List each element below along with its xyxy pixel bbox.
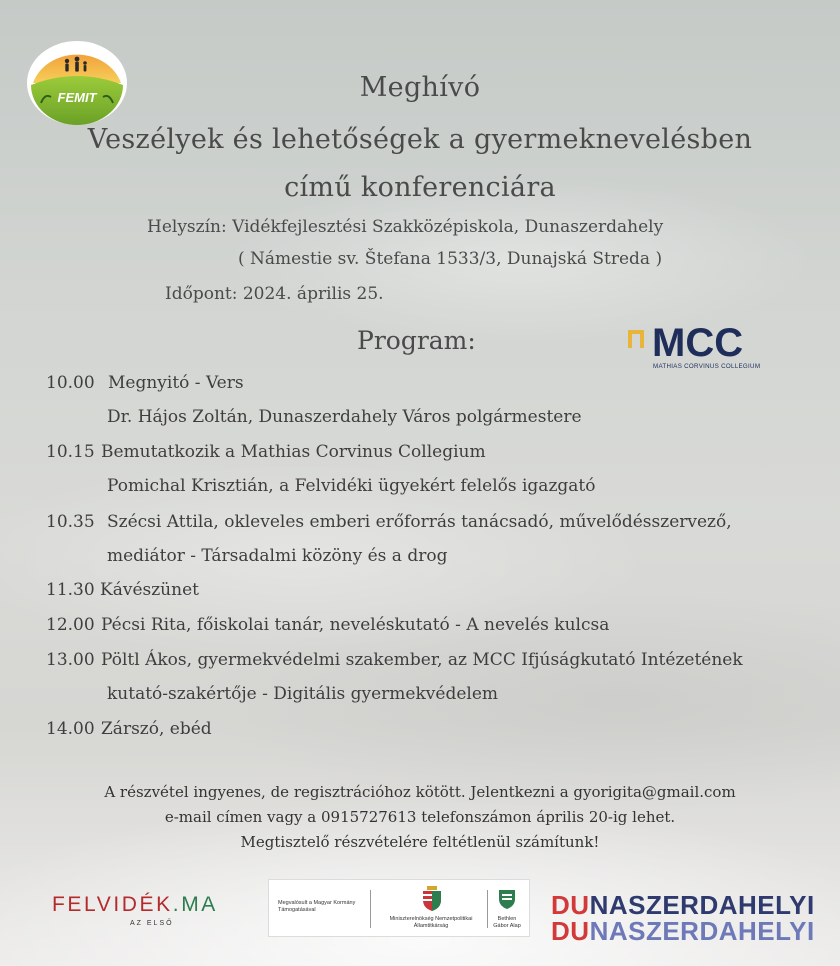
- government-sponsor-logo: [268, 879, 530, 937]
- conference-title: Veszélyek és lehetőségek a gyermeknevelésben: [87, 124, 753, 155]
- program-item-text: Kávészünet: [100, 580, 199, 600]
- gov-ministry-text: Miniszterelnökség Nemzetpolitikai Államtitkárság: [389, 916, 473, 929]
- bethlen-fund-text: Bethlen Gábor Alap: [493, 916, 521, 929]
- program-item-time: 13.00: [46, 650, 95, 670]
- divider: [487, 890, 488, 928]
- program-item-detail: Dr. Hájos Zoltán, Dunaszerdahely Város polgármestere: [107, 407, 582, 427]
- program-title: Program:: [357, 326, 476, 355]
- program-item-text: Bemutatkozik a Mathias Corvinus Collegium: [101, 442, 486, 462]
- program-item-time: 10.15: [46, 442, 95, 462]
- program-item-time: 10.00: [46, 373, 95, 393]
- venue-location: Helyszín: Vidékfejlesztési Szakközépiskola, Dunaszerdahely: [147, 217, 664, 237]
- felvidek-logo-domain: .MA: [172, 893, 218, 916]
- program-item-time: 10.35: [46, 512, 95, 532]
- invitation-title: Meghívó: [359, 72, 481, 103]
- program-item-detail: mediátor - Társadalmi közöny és a drog: [107, 546, 448, 566]
- bethlen-fund-icon: [498, 888, 516, 910]
- event-date: Időpont: 2024. április 25.: [165, 284, 384, 304]
- closing-note: Megtisztelő részvételére feltétlenül számítunk!: [240, 833, 600, 851]
- duna-logo-text: NASZERDAHELYI: [589, 890, 815, 920]
- mcc-logo: [626, 321, 761, 372]
- dunaszerdahelyi-logo: [551, 890, 815, 946]
- program-item-text: Pöltl Ákos, gyermekvédelmi szakember, az MCC Ifjúságkutató Intézetének: [101, 650, 743, 670]
- conference-title-suffix: című konferenciára: [284, 172, 556, 203]
- registration-deadline: e-mail címen vagy a 0915727613 telefonszámon április 20-ig lehet.: [164, 808, 676, 826]
- femit-logo-text: FEMIT: [57, 90, 97, 105]
- hungarian-coat-of-arms-icon: [421, 886, 443, 912]
- mcc-logo-name: MCC: [652, 321, 744, 365]
- program-item-text: Szécsi Attila, okleveles emberi erőforrás tanácsadó, művelődésszervező,: [107, 512, 732, 532]
- felvidek-ma-logo: [52, 893, 218, 927]
- mcc-logo-fullname: MATHIAS CORVINUS COLLEGIUM: [653, 363, 761, 370]
- venue-address: ( Námestie sv. Štefana 1533/3, Dunajská Streda ): [238, 249, 663, 269]
- program-item-text: Zárszó, ebéd: [101, 719, 212, 739]
- divider: [370, 890, 371, 928]
- duna-logo-accent: DU: [551, 890, 590, 920]
- program-item-time: 11.30: [46, 580, 95, 600]
- program-item-time: 12.00: [46, 615, 95, 635]
- program-item-time: 14.00: [46, 719, 95, 739]
- program-item-text: Pécsi Rita, főiskolai tanár, neveléskutató - A nevelés kulcsa: [101, 615, 610, 635]
- felvidek-logo-name: FELVIDÉK: [52, 893, 173, 916]
- program-item-detail: Pomichal Krisztián, a Felvidéki ügyekért felelős igazgató: [107, 476, 596, 496]
- gov-support-text: Megvalósult a Magyar Kormány Támogatásával: [278, 900, 356, 913]
- felvidek-logo-tagline: AZ ELSŐ: [130, 920, 174, 927]
- mcc-bracket-icon: [628, 330, 644, 348]
- duna-logo-text-shadow: NASZERDAHELYI: [589, 916, 815, 946]
- registration-info: A részvétel ingyenes, de regisztrációhoz kötött. Jelentkezni a gyorigita@gmail.com: [104, 783, 736, 801]
- program-item-detail: kutató-szakértője - Digitális gyermekvédelem: [107, 684, 499, 704]
- program-item-text: Megnyitó - Vers: [108, 373, 244, 393]
- duna-logo-accent-shadow: DU: [551, 916, 590, 946]
